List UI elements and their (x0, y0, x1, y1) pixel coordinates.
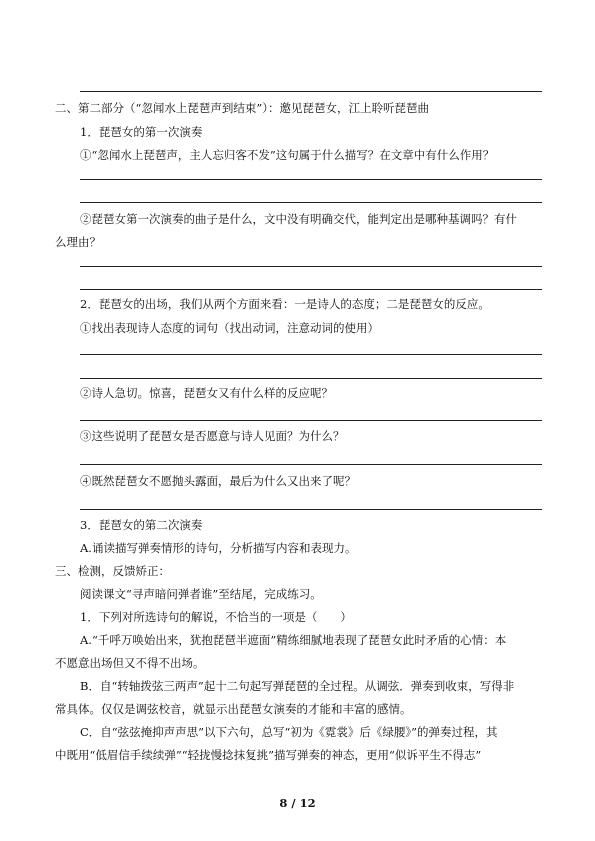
question-text: ①找出表现诗人态度的词句（找出动词，注意动词的使用） (80, 321, 379, 335)
answer-line (80, 202, 542, 203)
exercise-question: 1．下列对所选诗句的解说，不恰当的一项是（ ） (80, 610, 352, 624)
question-text: ①“忽闻水上琵琶声，主人忘归客不发”这句属于什么描写？在文章中有什么作用？ (80, 148, 495, 162)
body-text: 阅读课文“寻声暗问弹者谁”至结尾，完成练习。 (80, 587, 322, 601)
answer-line (80, 509, 542, 510)
option-a-continued: 不愿意出场但又不得不出场。 (55, 656, 205, 670)
item-title: 2．琵琶女的出场，我们从两个方面来看：一是诗人的态度；二是琵琶女的反应。 (80, 297, 490, 311)
section-heading: 三、检测，反馈矫正： (55, 564, 170, 578)
answer-line (80, 464, 542, 465)
answer-line (80, 179, 542, 180)
body-text: A.诵读描写弹奏情形的诗句，分析描写内容和表现力。 (80, 541, 357, 555)
item-title: 3．琵琶女的第二次演奏 (80, 518, 203, 532)
section-heading: 二、第二部分（“忽闻水上琵琶声到结束”）：邀见琵琶女，江上聆听琵琶曲 (55, 101, 430, 115)
answer-line (80, 420, 542, 421)
answer-line (80, 378, 542, 379)
question-text: ②琵琶女第一次演奏的曲子是什么，文中没有明确交代，能判定出是哪种基调吗？有什 (80, 212, 517, 226)
option-b-continued: 常具体。仅仅是调弦校音，就显示出琵琶女演奏的才能和丰富的感情。 (55, 702, 412, 716)
question-text: ④既然琵琶女不愿抛头露面，最后为什么又出来了呢？ (80, 474, 356, 488)
question-text: ③这些说明了琵琶女是否愿意与诗人见面？为什么？ (80, 429, 345, 443)
option-c-continued: 中既用“低眉信手续续弹”“轻拢慢捻抹复挑”描写弹奏的神态，更用“似诉平生不得志” (55, 748, 482, 762)
option-c: C．自“弦弦掩抑声声思”以下六句，总写“初为《霓裳》后《绿腰》”的弹奏过程，其 (80, 725, 498, 739)
answer-line (80, 266, 542, 267)
answer-line (80, 354, 542, 355)
page-number: 8 / 12 (279, 796, 316, 810)
option-a: A.“千呼万唤始出来，犹抱琵琶半遮面”精练细腻地表现了琵琶女此时矛盾的心情：本 (80, 633, 507, 647)
question-text-continued: 么理由？ (55, 235, 101, 249)
option-b: B．自“转轴拨弦三两声”起十二句起写弹琵琶的全过程。从调弦．弹奏到收束，写得非 (80, 679, 515, 693)
answer-line (80, 91, 542, 92)
item-title: 1．琵琶女的第一次演奏 (80, 125, 203, 139)
question-text: ②诗人急切。惊喜，琵琶女又有什么样的反应呢？ (80, 386, 333, 400)
answer-line (80, 289, 542, 290)
